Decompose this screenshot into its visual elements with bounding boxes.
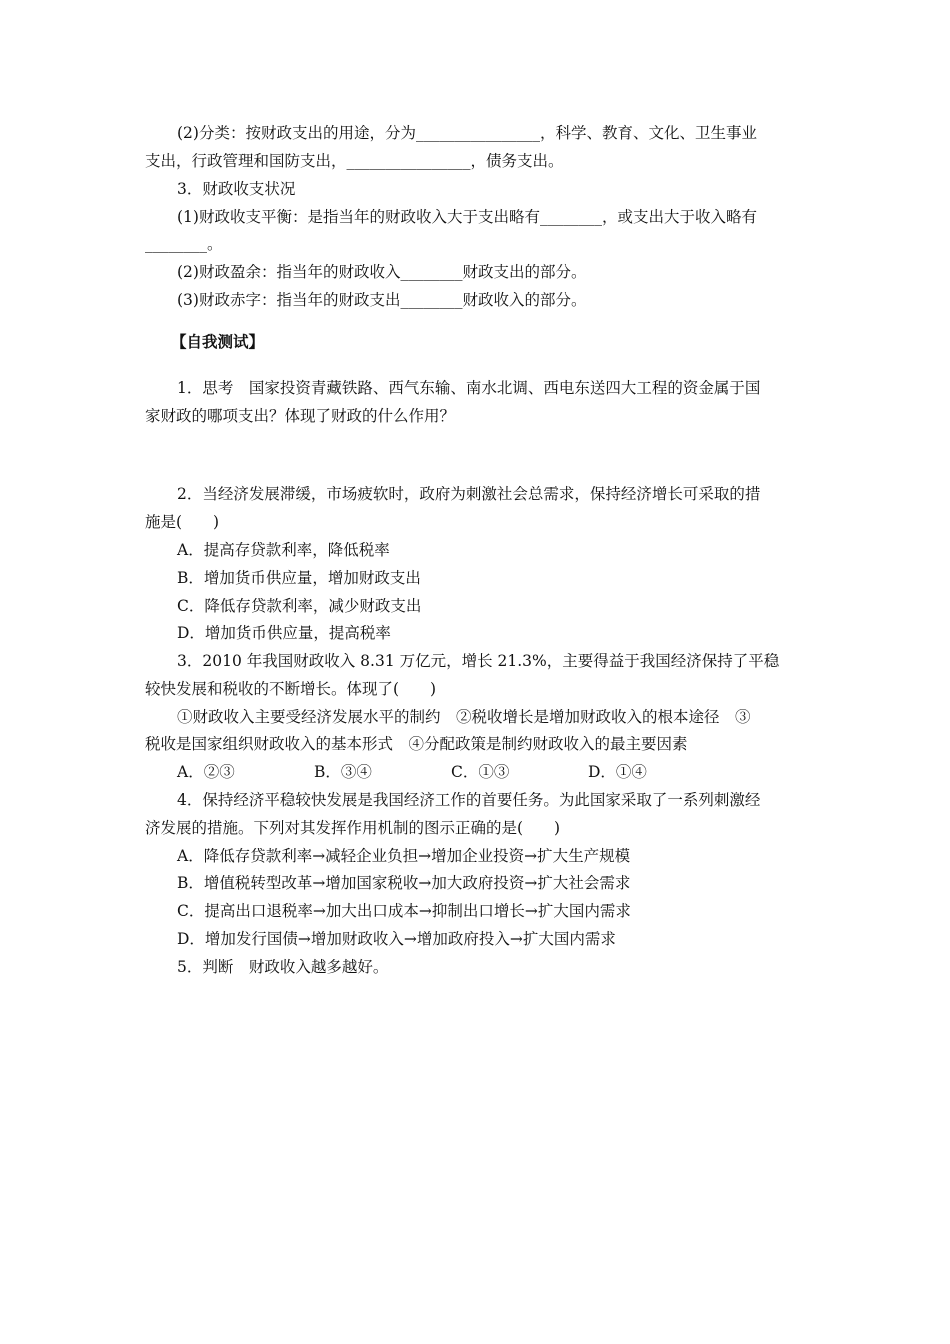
fiscal-surplus-line: (2)财政盈余：指当年的财政收入________财政支出的部分。 [177, 263, 587, 281]
q3-line-2: 较快发展和税收的不断增长。体现了( ) [145, 680, 437, 698]
q3-option-c: C．①③ [451, 763, 510, 781]
q4-option-a: A．降低存贷款利率→减轻企业负担→增加企业投资→扩大生产规模 [177, 847, 631, 865]
q3-option-b: B．③④ [314, 763, 372, 781]
q4-line-2: 济发展的措施。下列对其发挥作用机制的图示正确的是( ) [145, 819, 561, 837]
q3-statements-line-1: ①财政收入主要受经济发展水平的制约 ②税收增长是增加财政收入的根本途径 ③ [177, 708, 751, 726]
q2-line-2: 施是( ) [145, 513, 220, 531]
q4-option-b: B．增值税转型改革→增加国家税收→加大政府投资→扩大社会需求 [177, 874, 631, 892]
q3-statements-line-2: 税收是国家组织财政收入的基本形式 ④分配政策是制约财政收入的最主要因素 [145, 735, 688, 753]
section-heading-fiscal-status: 3．财政收支状况 [177, 180, 296, 198]
q1-line-2: 家财政的哪项支出？体现了财政的什么作用？ [145, 407, 456, 425]
q4-option-c: C．提高出口退税率→加大出口成本→抑制出口增长→扩大国内需求 [177, 902, 631, 920]
fiscal-balance-line-1: (1)财政收支平衡：是指当年的财政收入大于支出略有________，或支出大于收入略有 [177, 208, 757, 226]
self-test-heading: 【自我测试】 [171, 332, 265, 351]
q5-line: 5．判断 财政收入越多越好。 [177, 958, 389, 976]
q3-line-1: 3．2010 年我国财政收入 8.31 万亿元，增长 21.3%，主要得益于我国经济保持了平稳 [177, 652, 780, 670]
q1-line-1: 1．思考 国家投资青藏铁路、西气东输、南水北调、西电东送四大工程的资金属于国 [177, 379, 761, 397]
q2-option-b: B．增加货币供应量，增加财政支出 [177, 569, 421, 587]
classification-line-2: 支出，行政管理和国防支出，________________，债务支出。 [145, 152, 564, 170]
fiscal-deficit-line: (3)财政赤字：指当年的财政支出________财政收入的部分。 [177, 291, 587, 309]
fiscal-balance-line-2: ________。 [145, 235, 223, 253]
q3-option-d: D．①④ [588, 763, 647, 781]
q2-option-d: D．增加货币供应量，提高税率 [177, 624, 391, 642]
q3-option-a: A．②③ [177, 763, 235, 781]
q4-option-d: D．增加发行国债→增加财政收入→增加政府投入→扩大国内需求 [177, 930, 616, 948]
q4-line-1: 4．保持经济平稳较快发展是我国经济工作的首要任务。为此国家采取了一系列刺激经 [177, 791, 761, 809]
q2-option-c: C．降低存贷款利率，减少财政支出 [177, 597, 422, 615]
q2-option-a: A．提高存贷款利率，降低税率 [177, 541, 390, 559]
q2-line-1: 2．当经济发展滞缓，市场疲软时，政府为刺激社会总需求，保持经济增长可采取的措 [177, 485, 761, 503]
classification-line-1: (2)分类：按财政支出的用途，分为________________，科学、教育、文化、卫生事业 [177, 124, 757, 142]
